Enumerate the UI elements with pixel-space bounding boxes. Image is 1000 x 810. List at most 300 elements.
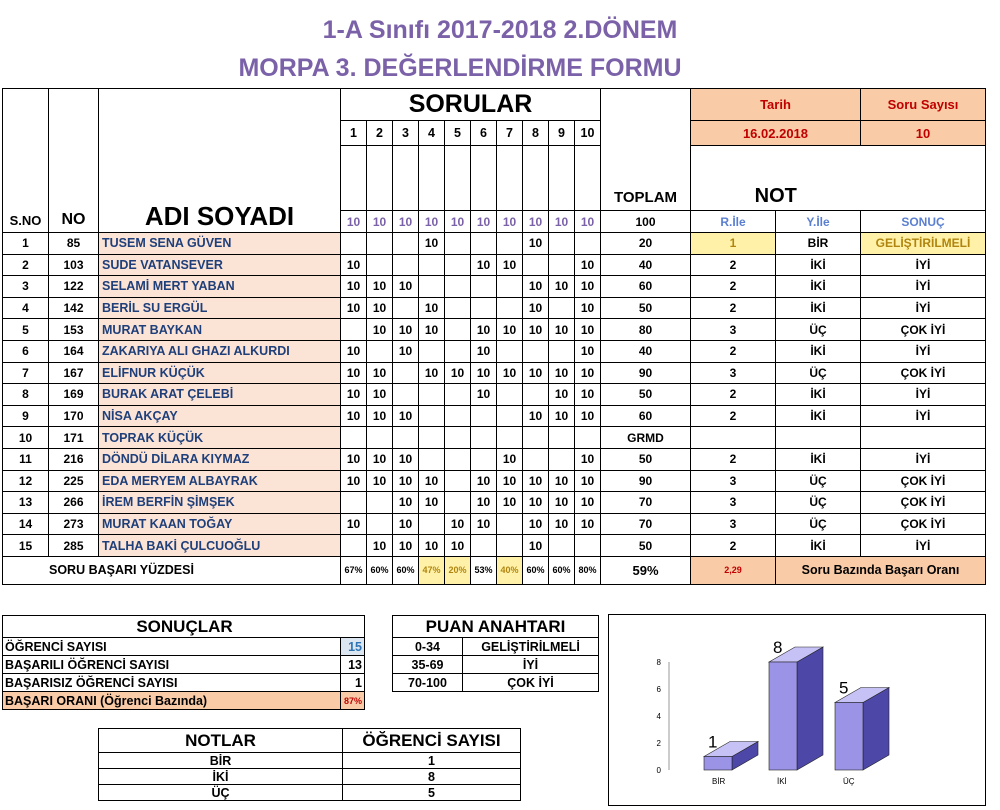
student-score [575, 427, 601, 449]
student-score: 10 [341, 448, 367, 470]
student-score: 10 [419, 535, 445, 557]
student-sonuc: İYİ [861, 384, 986, 406]
student-score: 10 [523, 233, 549, 255]
student-no: 164 [49, 340, 99, 362]
student-score [419, 340, 445, 362]
student-score: 10 [549, 513, 575, 535]
student-score: 10 [523, 470, 549, 492]
summary-label: SORU BAŞARI YÜZDESİ [3, 556, 341, 584]
student-score: 10 [419, 362, 445, 384]
student-total: 90 [601, 470, 691, 492]
student-no: 170 [49, 405, 99, 427]
question-blank [575, 146, 601, 211]
student-score [471, 297, 497, 319]
student-sno: 12 [3, 470, 49, 492]
question-number: 3 [393, 121, 419, 146]
question-number: 4 [419, 121, 445, 146]
student-sno: 2 [3, 254, 49, 276]
sonuclar-value: 1 [341, 674, 365, 692]
student-sonuc: ÇOK İYİ [861, 319, 986, 341]
student-score: 10 [393, 448, 419, 470]
student-score [523, 448, 549, 470]
question-number: 7 [497, 121, 523, 146]
student-score [497, 535, 523, 557]
student-no: 85 [49, 233, 99, 255]
student-score [367, 513, 393, 535]
student-score [419, 427, 445, 449]
student-score: 10 [523, 492, 549, 514]
student-sonuc: İYİ [861, 254, 986, 276]
y-tick-label: 8 [656, 658, 661, 667]
student-score: 10 [393, 340, 419, 362]
chart-canvas [609, 615, 985, 805]
student-score [393, 233, 419, 255]
student-score [419, 276, 445, 298]
header-toplam: TOPLAM [601, 89, 691, 211]
table-row [3, 492, 986, 514]
student-sno: 3 [3, 276, 49, 298]
student-name: EDA MERYEM ALBAYRAK [99, 470, 341, 492]
header-no: NO [49, 89, 99, 233]
student-sonuc: ÇOK İYİ [861, 470, 986, 492]
question-success-percent: 53% [471, 556, 497, 584]
student-score [445, 448, 471, 470]
header-r-ile: R.İle [691, 211, 776, 233]
student-score: 10 [393, 535, 419, 557]
student-r-ile: 3 [691, 513, 776, 535]
question-points: 10 [393, 211, 419, 233]
title-line-1: 1-A Sınıfı 2017-2018 2.DÖNEM [322, 16, 678, 44]
tarih-label: Tarih [691, 89, 861, 121]
student-sno: 1 [3, 233, 49, 255]
student-score: 10 [549, 362, 575, 384]
student-no: 122 [49, 276, 99, 298]
student-score: 10 [523, 535, 549, 557]
student-score: 10 [497, 448, 523, 470]
sonuclar-label: BAŞARI ORANI (Öğrenci Bazında) [3, 692, 341, 710]
student-score [393, 254, 419, 276]
student-score: 10 [497, 470, 523, 492]
grade-name: ÜÇ [99, 785, 343, 801]
question-success-percent: 60% [393, 556, 419, 584]
ogrenci-sayisi-header: ÖĞRENCİ SAYISI [343, 729, 521, 753]
y-tick-label: 0 [656, 766, 661, 775]
student-name: NİSA AKÇAY [99, 405, 341, 427]
student-score: 10 [367, 448, 393, 470]
student-name: ELİFNUR KÜÇÜK [99, 362, 341, 384]
student-name: DÖNDÜ DİLARA KIYMAZ [99, 448, 341, 470]
score-result: GELİŞTİRİLMELİ [463, 638, 599, 656]
table-row [393, 656, 599, 674]
student-score [445, 427, 471, 449]
student-score: 10 [341, 340, 367, 362]
question-success-percent: 67% [341, 556, 367, 584]
student-score [471, 405, 497, 427]
student-sonuc: İYİ [861, 297, 986, 319]
student-y-ile [776, 427, 861, 449]
student-y-ile: ÜÇ [776, 319, 861, 341]
student-score: 10 [367, 276, 393, 298]
student-score: 10 [549, 276, 575, 298]
student-score [549, 427, 575, 449]
score-range: 70-100 [393, 674, 463, 692]
question-success-percent: 20% [445, 556, 471, 584]
student-sno: 14 [3, 513, 49, 535]
bar [835, 703, 863, 771]
table-row [3, 405, 986, 427]
student-name: İREM BERFİN ŞİMŞEK [99, 492, 341, 514]
student-score [445, 319, 471, 341]
student-name: BERİL SU ERGÜL [99, 297, 341, 319]
bar-value-label: 5 [839, 678, 849, 698]
student-score [419, 384, 445, 406]
student-no: 153 [49, 319, 99, 341]
question-blank [523, 146, 549, 211]
student-score [471, 448, 497, 470]
student-score [445, 297, 471, 319]
student-no: 142 [49, 297, 99, 319]
student-score [523, 254, 549, 276]
student-total: 80 [601, 319, 691, 341]
question-blank [445, 146, 471, 211]
student-sonuc: GELİŞTİRİLMELİ [861, 233, 986, 255]
student-score [549, 340, 575, 362]
student-score: 10 [445, 362, 471, 384]
table-row [99, 753, 521, 769]
student-score: 10 [523, 513, 549, 535]
table-row [3, 233, 986, 255]
table-row [3, 276, 986, 298]
student-score: 10 [471, 362, 497, 384]
student-score [393, 384, 419, 406]
student-score [523, 340, 549, 362]
table-row [3, 674, 365, 692]
student-score: 10 [419, 319, 445, 341]
student-name: SUDE VATANSEVER [99, 254, 341, 276]
student-no: 285 [49, 535, 99, 557]
student-y-ile: İKİ [776, 405, 861, 427]
student-r-ile: 2 [691, 384, 776, 406]
toplam-points: 100 [601, 211, 691, 233]
question-number: 8 [523, 121, 549, 146]
student-score [419, 254, 445, 276]
question-blank [419, 146, 445, 211]
student-score: 10 [367, 470, 393, 492]
student-score: 10 [419, 470, 445, 492]
question-points: 10 [445, 211, 471, 233]
table-row [3, 513, 986, 535]
grade-count: 5 [343, 785, 521, 801]
table-row [3, 692, 365, 710]
student-score [497, 276, 523, 298]
student-score: 10 [471, 384, 497, 406]
student-score [341, 492, 367, 514]
sonuclar-label: BAŞARILI ÖĞRENCİ SAYISI [3, 656, 341, 674]
table-row [99, 785, 521, 801]
student-score: 10 [549, 405, 575, 427]
student-r-ile: 2 [691, 254, 776, 276]
student-total: 60 [601, 405, 691, 427]
student-r-ile: 3 [691, 319, 776, 341]
student-r-ile: 2 [691, 340, 776, 362]
student-score [549, 254, 575, 276]
question-points: 10 [575, 211, 601, 233]
sonuclar-title: SONUÇLAR [3, 616, 365, 638]
sonuclar-value: 87% [341, 692, 365, 710]
student-score: 10 [393, 405, 419, 427]
student-score: 10 [367, 384, 393, 406]
student-score: 10 [471, 492, 497, 514]
student-r-ile: 2 [691, 448, 776, 470]
student-score: 10 [419, 233, 445, 255]
student-score [419, 405, 445, 427]
student-total: 40 [601, 254, 691, 276]
student-score [523, 384, 549, 406]
student-score: 10 [497, 254, 523, 276]
student-score [393, 297, 419, 319]
student-name: MURAT KAAN TOĞAY [99, 513, 341, 535]
student-score [341, 427, 367, 449]
student-no: 169 [49, 384, 99, 406]
student-score: 10 [523, 297, 549, 319]
student-sonuc: İYİ [861, 535, 986, 557]
tarih-value: 16.02.2018 [691, 121, 861, 146]
header-sno: S.NO [3, 89, 49, 233]
notlar-table [98, 728, 521, 801]
student-score [393, 427, 419, 449]
question-points: 10 [419, 211, 445, 233]
student-score [471, 233, 497, 255]
student-y-ile: İKİ [776, 297, 861, 319]
question-success-percent: 60% [367, 556, 393, 584]
student-score [497, 233, 523, 255]
student-no: 103 [49, 254, 99, 276]
bar-value-label: 1 [708, 732, 718, 752]
question-blank [341, 146, 367, 211]
student-score [419, 513, 445, 535]
soru-sayisi-value: 10 [861, 121, 986, 146]
student-r-ile: 2 [691, 297, 776, 319]
score-result: ÇOK İYİ [463, 674, 599, 692]
student-score: 10 [341, 513, 367, 535]
student-r-ile: 3 [691, 362, 776, 384]
header-not: NOT [691, 146, 861, 211]
student-sno: 6 [3, 340, 49, 362]
header-sorular: SORULAR [341, 89, 601, 121]
student-score: 10 [445, 535, 471, 557]
student-score [367, 233, 393, 255]
student-score: 10 [575, 470, 601, 492]
student-score [471, 535, 497, 557]
student-y-ile: ÜÇ [776, 362, 861, 384]
table-row [3, 638, 365, 656]
student-score [471, 427, 497, 449]
header-y-ile: Y.İle [776, 211, 861, 233]
x-tick-label: BİR [712, 777, 726, 786]
bar-value-label: 8 [773, 638, 783, 657]
student-score: 10 [341, 362, 367, 384]
student-score: 10 [523, 276, 549, 298]
student-score: 10 [367, 362, 393, 384]
soru-sayisi-label: Soru Sayısı [861, 89, 986, 121]
x-tick-label: İKİ [777, 777, 787, 786]
student-y-ile: ÜÇ [776, 492, 861, 514]
student-score: 10 [575, 319, 601, 341]
student-sno: 15 [3, 535, 49, 557]
question-number: 1 [341, 121, 367, 146]
student-score: 10 [575, 276, 601, 298]
puan-anahtari-title: PUAN ANAHTARI [393, 616, 599, 638]
student-y-ile: İKİ [776, 340, 861, 362]
question-blank [393, 146, 419, 211]
student-sno: 10 [3, 427, 49, 449]
question-points: 10 [367, 211, 393, 233]
student-name: SELAMİ MERT YABAN [99, 276, 341, 298]
evaluation-table [2, 88, 986, 585]
sonuclar-table [2, 615, 365, 710]
x-tick-label: ÜÇ [843, 777, 855, 786]
student-sno: 4 [3, 297, 49, 319]
table-row [3, 427, 986, 449]
student-score [445, 340, 471, 362]
question-success-percent: 60% [523, 556, 549, 584]
student-r-ile: 2 [691, 276, 776, 298]
table-row [3, 340, 986, 362]
student-score [497, 513, 523, 535]
table-row [3, 254, 986, 276]
table-row [3, 448, 986, 470]
question-blank [471, 146, 497, 211]
student-total: 60 [601, 276, 691, 298]
student-name: TUSEM SENA GÜVEN [99, 233, 341, 255]
table-row [3, 362, 986, 384]
bar [769, 662, 797, 770]
student-score [393, 362, 419, 384]
student-sno: 8 [3, 384, 49, 406]
question-points: 10 [549, 211, 575, 233]
student-sonuc: ÇOK İYİ [861, 492, 986, 514]
student-score: 10 [471, 254, 497, 276]
student-score: 10 [497, 319, 523, 341]
student-score [445, 254, 471, 276]
student-score [367, 427, 393, 449]
table-row [393, 638, 599, 656]
grade-name: İKİ [99, 769, 343, 785]
student-score [367, 254, 393, 276]
student-score [341, 233, 367, 255]
student-score: 10 [367, 535, 393, 557]
student-score: 10 [549, 319, 575, 341]
student-sno: 13 [3, 492, 49, 514]
student-score [445, 492, 471, 514]
score-range: 0-34 [393, 638, 463, 656]
student-name: TALHA BAKİ ÇULCUOĞLU [99, 535, 341, 557]
student-total: 20 [601, 233, 691, 255]
student-score [341, 319, 367, 341]
student-sno: 5 [3, 319, 49, 341]
student-score [419, 448, 445, 470]
student-sonuc: İYİ [861, 405, 986, 427]
student-score: 10 [393, 492, 419, 514]
student-score [497, 384, 523, 406]
title-line-2: MORPA 3. DEĞERLENDİRME FORMU [238, 54, 682, 82]
student-total: 50 [601, 384, 691, 406]
sonuclar-label: BAŞARISIZ ÖĞRENCİ SAYISI [3, 674, 341, 692]
student-score: 10 [575, 492, 601, 514]
student-score [497, 405, 523, 427]
student-score: 10 [523, 405, 549, 427]
student-score: 10 [393, 319, 419, 341]
student-no: 266 [49, 492, 99, 514]
student-no: 273 [49, 513, 99, 535]
student-score: 10 [549, 384, 575, 406]
header-not-pad [861, 146, 986, 211]
student-name: ZAKARIYA ALI GHAZI ALKURDI [99, 340, 341, 362]
y-tick-label: 6 [656, 685, 661, 694]
student-no: 225 [49, 470, 99, 492]
question-success-percent: 40% [497, 556, 523, 584]
student-score: 10 [341, 276, 367, 298]
grade-count: 1 [343, 753, 521, 769]
score-range: 35-69 [393, 656, 463, 674]
student-total: GRMD [601, 427, 691, 449]
student-sonuc: ÇOK İYİ [861, 362, 986, 384]
student-r-ile: 2 [691, 405, 776, 427]
student-score [523, 427, 549, 449]
table-row [3, 470, 986, 492]
student-score: 10 [341, 297, 367, 319]
student-score: 10 [341, 470, 367, 492]
student-sonuc: İYİ [861, 340, 986, 362]
student-score: 10 [575, 405, 601, 427]
grade-count: 8 [343, 769, 521, 785]
student-sonuc: İYİ [861, 276, 986, 298]
bar [704, 757, 732, 771]
student-y-ile: İKİ [776, 448, 861, 470]
student-score: 10 [575, 362, 601, 384]
question-success-percent: 80% [575, 556, 601, 584]
table-row [99, 769, 521, 785]
average-label: Soru Bazında Başarı Oranı [776, 556, 986, 584]
score-result: İYİ [463, 656, 599, 674]
student-score [497, 297, 523, 319]
student-score [549, 535, 575, 557]
student-score [445, 276, 471, 298]
student-score [575, 535, 601, 557]
y-tick-label: 2 [656, 739, 661, 748]
puan-anahtari-table [392, 615, 599, 692]
student-total: 50 [601, 297, 691, 319]
question-blank [497, 146, 523, 211]
student-score: 10 [471, 319, 497, 341]
student-score: 10 [497, 492, 523, 514]
total-success-percent: 59% [601, 556, 691, 584]
student-total: 70 [601, 492, 691, 514]
question-number: 2 [367, 121, 393, 146]
student-score: 10 [419, 492, 445, 514]
student-total: 40 [601, 340, 691, 362]
student-score: 10 [419, 297, 445, 319]
student-score: 10 [575, 340, 601, 362]
student-score [367, 340, 393, 362]
student-sonuc: İYİ [861, 448, 986, 470]
table-row [393, 674, 599, 692]
y-tick-label: 4 [656, 712, 661, 721]
student-name: TOPRAK KÜÇÜK [99, 427, 341, 449]
student-score: 10 [523, 319, 549, 341]
student-score [445, 470, 471, 492]
student-r-ile: 3 [691, 470, 776, 492]
